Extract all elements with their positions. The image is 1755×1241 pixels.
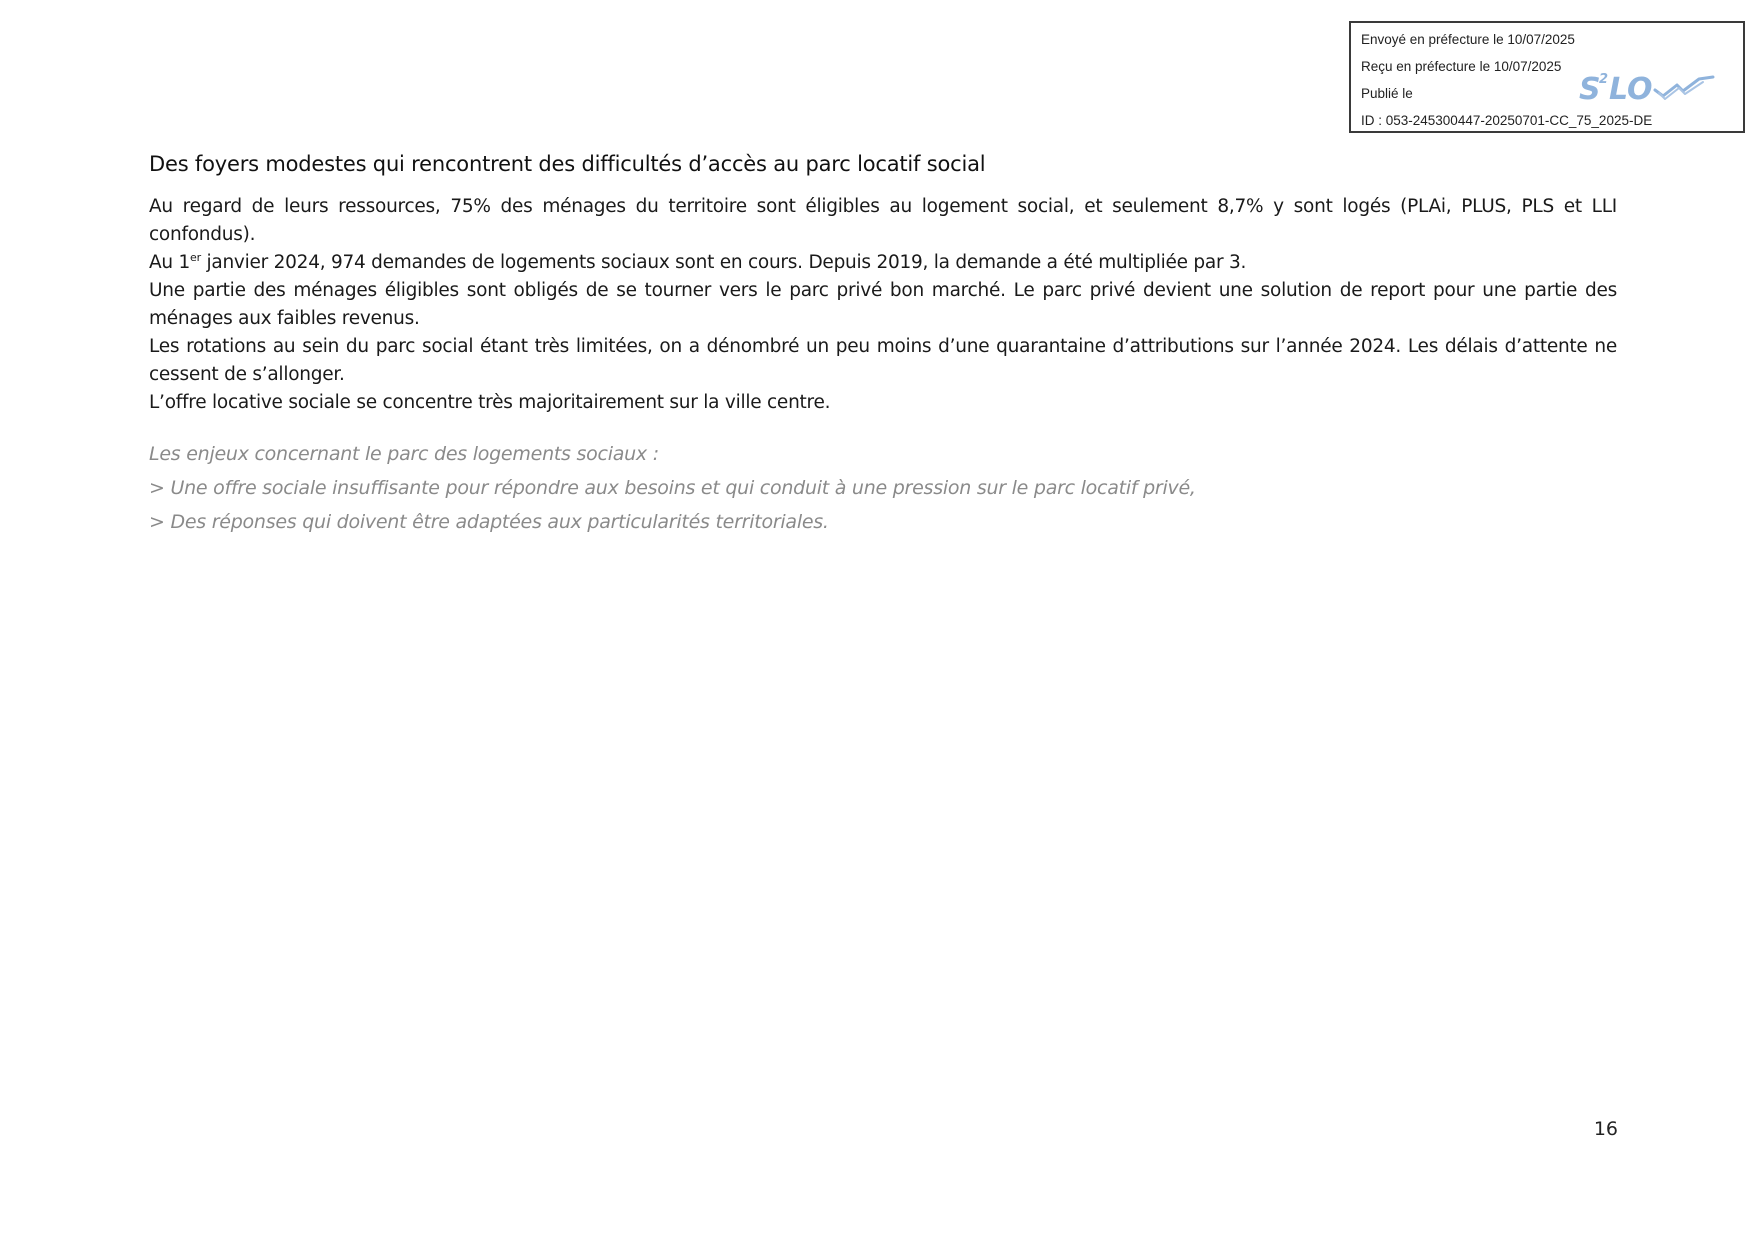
demand-prefix: Au 1 bbox=[149, 252, 191, 273]
paragraph-demand bbox=[149, 249, 1617, 277]
issues-title: Les enjeux concernant le parc des logements sociaux : bbox=[149, 443, 659, 465]
stamp-sent-date: Envoyé en préfecture le 10/07/2025 bbox=[1361, 32, 1575, 47]
stamp-received-date: Reçu en préfecture le 10/07/2025 bbox=[1361, 59, 1562, 74]
paragraph-rotations: Les rotations au sein du parc social étant très limitées, on a dénombré un peu moins d’une quarantaine d’attributions sur l’année 2024. Les délais d’attente ne cessent de s’allonger. bbox=[149, 336, 1617, 385]
paragraph-offer: L’offre locative sociale se concentre très majoritairement sur la ville centre. bbox=[149, 392, 831, 413]
stamp-published: Publié le bbox=[1361, 86, 1413, 101]
document-content bbox=[149, 148, 1617, 539]
section-body bbox=[149, 193, 1617, 417]
issues-block bbox=[149, 437, 1617, 539]
issue-item: > Des réponses qui doivent être adaptées aux particularités territoriales. bbox=[149, 511, 829, 533]
svg-text:2: 2 bbox=[1599, 72, 1609, 87]
svg-text:S: S bbox=[1579, 72, 1601, 107]
paragraph-private-market: Une partie des ménages éligibles sont obligés de se tourner vers le parc privé bon marché. Le parc privé devient une solution de report pour une partie des ménages aux faibles revenus. bbox=[149, 280, 1617, 329]
s2lo-logo-icon bbox=[1579, 63, 1717, 107]
section-heading: Des foyers modestes qui rencontrent des difficultés d’accès au parc locatif social bbox=[149, 152, 986, 176]
demand-rest: janvier 2024, 974 demandes de logements sociaux sont en cours. Depuis 2019, la demande a été multipliée par 3. bbox=[200, 252, 1247, 273]
ordinal-suffix: er bbox=[190, 250, 201, 264]
svg-text:LO: LO bbox=[1609, 72, 1653, 107]
paragraph-eligibility: Au regard de leurs ressources, 75% des ménages du territoire sont éligibles au logement social, et seulement 8,7% y sont logés (PLAi, PLUS, PLS et LLI confondus). bbox=[149, 196, 1617, 245]
issue-item: > Une offre sociale insuffisante pour répondre aux besoins et qui conduit à une pression sur le parc locatif privé, bbox=[149, 477, 1196, 499]
prefecture-stamp bbox=[1349, 21, 1745, 133]
page-number: 16 bbox=[1593, 1118, 1618, 1140]
stamp-id: ID : 053-245300447-20250701-CC_75_2025-DE bbox=[1361, 113, 1653, 128]
